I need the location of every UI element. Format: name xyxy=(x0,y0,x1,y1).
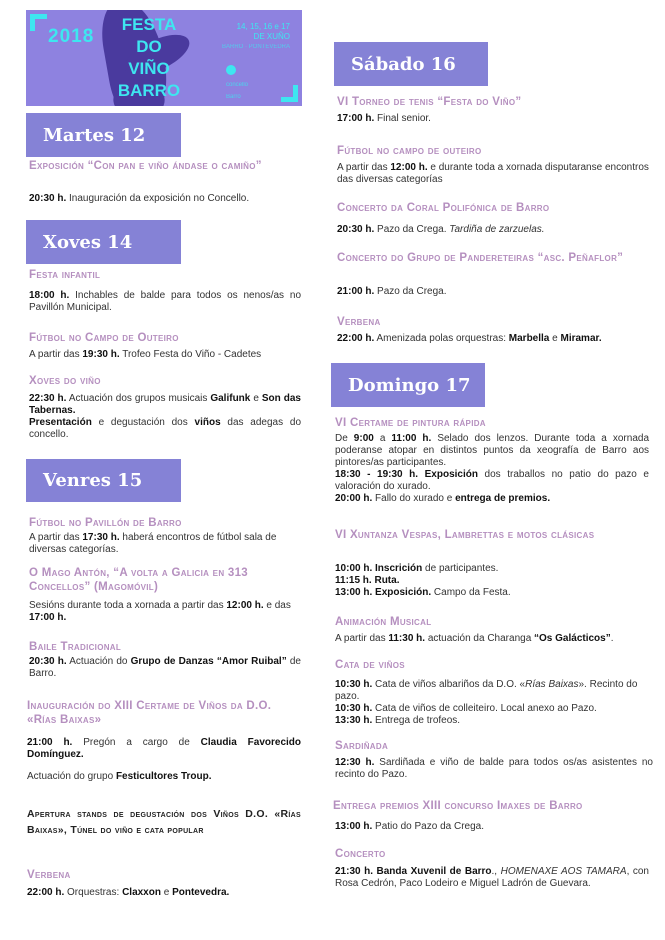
event-subtitle: Tardiña de zarzuelas. xyxy=(449,224,545,235)
event-time: 19:30 h. xyxy=(82,349,120,360)
event-text: Orquestras: xyxy=(64,887,123,898)
event-body xyxy=(29,193,301,205)
event-italic: Rías Baixas xyxy=(525,679,579,690)
event-text: haberá encontros de fútbol sala de diversas categorías. xyxy=(29,532,277,555)
banner-title-line: BARRO xyxy=(117,81,181,100)
event-text: e das xyxy=(263,600,291,611)
event-text: e durante toda a xornada disputaranse encontros das diversas categorías xyxy=(337,162,649,185)
event-body xyxy=(337,333,649,345)
banner-dates-line: DE XUÑO xyxy=(253,32,290,41)
day-header-venres: Venres 15 xyxy=(26,459,181,502)
event-text: Campo da Festa. xyxy=(431,587,511,598)
event-title-stands: Apertura stands de degustación dos Viños D.O. «Rías Baixas», Túnel do viño e cata popular xyxy=(27,808,301,836)
band-name: Marbella xyxy=(508,333,550,344)
event-title: Concerto xyxy=(335,848,386,860)
event-title: VI Xuntanza Vespas, Lambrettas e motos clásicas xyxy=(335,529,595,541)
event-body xyxy=(335,866,649,890)
event-text: Actuación do grupo xyxy=(27,771,116,782)
event-text: Inauguración da exposición no Concello. xyxy=(66,193,250,204)
festival-banner xyxy=(26,10,302,106)
banner-dates xyxy=(220,22,290,52)
event-text: das adegas do concello. xyxy=(29,417,302,440)
event-time: 18:30 - 19:30 h. xyxy=(335,469,419,480)
event-title: Exposición “Con pan e viño ándase o camiño” xyxy=(29,160,262,172)
group-name: Festicultores Troup. xyxy=(115,771,212,782)
event-time: 17:00 h. xyxy=(29,612,67,623)
event-time: 20:00 h. xyxy=(335,493,373,504)
event-title: Baile Tradicional xyxy=(29,641,122,653)
event-text: ., xyxy=(491,866,501,877)
event-time: 12:00 h. xyxy=(226,600,264,611)
event-title: Sardiñada xyxy=(335,740,389,752)
event-body xyxy=(337,224,649,236)
event-title: O Mago Antón, “A volta a Galicia en 313 Concellos” (Magomóvil) xyxy=(29,567,248,593)
event-text: Pazo da Crega. xyxy=(374,286,447,297)
event-title: Concerto do Grupo de Pandereteiras “asc. Peñaflor” xyxy=(337,252,624,264)
event-body xyxy=(29,656,301,680)
event-highlight: entrega de premios. xyxy=(455,493,551,504)
event-body xyxy=(335,633,653,645)
event-text: Final senior. xyxy=(374,113,431,124)
event-body xyxy=(335,757,653,781)
concello-logo-icon xyxy=(226,65,236,75)
event-body xyxy=(335,563,649,599)
event-body xyxy=(27,737,301,783)
event-time: 13:00 h. xyxy=(335,587,373,598)
corner-bracket-icon xyxy=(281,85,298,102)
event-text: De xyxy=(335,433,354,444)
banner-title-line: DO xyxy=(136,37,162,56)
event-text: Actuación dos grupos musicais xyxy=(66,393,211,404)
event-text: Inchables de balde para todos os nenos/as no Pavillón Municipal. xyxy=(29,290,302,313)
event-body xyxy=(29,600,301,624)
day-header-xoves: Xoves 14 xyxy=(26,220,181,264)
event-text: A partir das xyxy=(335,633,389,644)
event-title: Fútbol no Pavillón de Barro xyxy=(29,517,182,529)
event-highlight: Exposición xyxy=(418,469,478,480)
event-body xyxy=(29,393,301,441)
band-name: “Os Galácticos” xyxy=(534,633,611,644)
day-header-martes: Martes 12 xyxy=(26,113,181,157)
event-text: de Barro. xyxy=(29,656,301,679)
event-time: 20:30 h. xyxy=(29,656,67,667)
event-body xyxy=(29,290,301,314)
event-time: 21:30 h. xyxy=(335,866,373,877)
event-text: Pregón a cargo de xyxy=(72,737,201,748)
corner-bracket-icon xyxy=(30,14,47,31)
event-title: Verbena xyxy=(27,869,71,881)
event-title: Animación Musical xyxy=(335,616,432,628)
event-highlight: Exposición. xyxy=(372,587,432,598)
event-title: Fútbol no Campo de Outeiro xyxy=(29,332,179,344)
event-text: A partir das xyxy=(29,532,83,543)
event-title: Inauguración do XIII Certame de Viños da D.O. «Rías Baixas» xyxy=(27,700,272,726)
band-name: Son das Tabernas. xyxy=(29,393,301,416)
event-time: 22:00 h. xyxy=(27,887,65,898)
banner-title-line: VIÑO xyxy=(128,59,170,78)
event-title: Concerto da Coral Polifónica de Barro xyxy=(337,202,550,214)
event-title: Verbena xyxy=(337,316,381,328)
event-title: Cata de viños xyxy=(335,659,405,671)
event-time: 12:30 h. xyxy=(335,757,375,768)
event-title: VI Torneo de tenis “Festa do Viño” xyxy=(337,96,522,108)
banner-small-text: Barro xyxy=(226,94,241,100)
event-italic: HOMENAXE AOS TAMARA xyxy=(500,866,627,877)
event-text: Amenizada polas orquestras: xyxy=(374,333,509,344)
event-text: e degustación dos xyxy=(91,417,195,428)
event-time: 9:00 xyxy=(353,433,374,444)
event-highlight: Inscrición xyxy=(372,563,423,574)
event-highlight: Presentación xyxy=(29,417,92,428)
event-body xyxy=(337,113,647,125)
event-text: Trofeo Festa do Viño - Cadetes xyxy=(119,349,262,360)
event-body xyxy=(29,532,301,556)
banner-title-line: FESTA xyxy=(121,15,177,34)
band-name: Banda Xuvenil de Barro xyxy=(372,866,492,877)
event-text: e xyxy=(549,333,561,344)
event-title: Xoves do viño xyxy=(29,375,101,387)
event-text: Pazo da Crega. xyxy=(374,224,450,235)
event-time: 17:00 h. xyxy=(337,113,375,124)
event-time: 18:00 h. xyxy=(29,290,70,301)
event-text: Cata de viños albariños da D.O. « xyxy=(372,679,526,690)
event-body xyxy=(337,286,649,298)
event-highlight: viños xyxy=(194,417,221,428)
event-text: e xyxy=(250,393,262,404)
event-time: 21:00 h. xyxy=(337,286,375,297)
event-body xyxy=(27,887,301,899)
banner-year: 2018 xyxy=(48,26,95,47)
event-text: Fallo do xurado e xyxy=(372,493,456,504)
event-body xyxy=(29,349,309,361)
event-body xyxy=(335,679,649,727)
event-text: Actuación do xyxy=(66,656,131,667)
event-time: 22:30 h. xyxy=(29,393,67,404)
event-text: de participantes. xyxy=(422,563,499,574)
event-time: 10:00 h. xyxy=(335,563,373,574)
event-text: Cata de viños de colleiteiro. Local anexo ao Pazo. xyxy=(372,703,597,714)
event-text: Patio do Pazo da Crega. xyxy=(372,821,484,832)
event-body xyxy=(337,162,649,186)
person-name: Claudia Favorecido Domínguez. xyxy=(27,737,301,760)
event-body xyxy=(335,433,649,505)
event-text: ». Recinto do pazo. xyxy=(335,679,638,702)
event-body xyxy=(335,821,649,833)
band-name: Claxxon xyxy=(122,887,161,898)
event-title: Festa infantil xyxy=(29,269,101,281)
event-text: Sardiñada e viño de balde para todos os/as asistentes no recinto do Pazo. xyxy=(335,757,653,780)
event-time: 20:30 h. xyxy=(29,193,67,204)
event-text: actuación da Charanga xyxy=(425,633,535,644)
event-title: Fútbol no campo de outeiro xyxy=(337,145,482,157)
event-time: 13:30 h. xyxy=(335,715,373,726)
event-time: 11:15 h. xyxy=(335,575,372,586)
event-time: 13:00 h. xyxy=(335,821,373,832)
event-text: Selado dos lenzos. Durante toda a xornada poderanse atopar en distintos puntos da xeografía de Barro aos pintores/as participantes. xyxy=(335,433,650,468)
event-title: VI Certame de pintura rápida xyxy=(335,417,486,429)
banner-title xyxy=(114,14,184,102)
event-time: 12:00 h. xyxy=(390,162,428,173)
band-name: Galifunk xyxy=(210,393,251,404)
event-text: Entrega de trofeos. xyxy=(372,715,461,726)
event-time: 17:30 h. xyxy=(82,532,120,543)
event-text: a xyxy=(373,433,392,444)
event-text: Sesións durante toda a xornada a partir das xyxy=(29,600,227,611)
day-header-domingo: Domingo 17 xyxy=(331,363,485,407)
event-title: Entrega premios XIII concurso Imaxes de Barro xyxy=(333,800,583,812)
event-time: 22:00 h. xyxy=(337,333,375,344)
event-text: , con Rosa Cedrón, Paco Lodeiro e Miguel Ladrón de Guevara. xyxy=(335,866,649,889)
event-text: A partir das xyxy=(337,162,391,173)
group-name: Grupo de Danzas “Amor Ruibal” xyxy=(130,656,287,667)
band-name: Miramar. xyxy=(560,333,602,344)
event-text: . xyxy=(610,633,614,644)
banner-dates-line: 14, 15, 16 e 17 xyxy=(236,22,290,31)
banner-small-text: concello xyxy=(226,82,249,88)
event-text: dos traballos no patio do pazo e valoración do xurado. xyxy=(335,469,649,492)
event-time: 10:30 h. xyxy=(335,679,373,690)
banner-location: BARRO · PONTEVEDRA xyxy=(221,44,290,50)
event-highlight: Ruta. xyxy=(371,575,400,586)
band-name: Pontevedra. xyxy=(172,887,230,898)
event-time: 20:30 h. xyxy=(337,224,375,235)
day-header-sabado: Sábado 16 xyxy=(334,42,488,86)
event-time: 21:00 h. xyxy=(27,737,73,748)
event-text: A partir das xyxy=(29,349,83,360)
event-time: 11:30 h. xyxy=(388,633,426,644)
event-time: 11:00 h. xyxy=(391,433,432,444)
event-time: 10:30 h. xyxy=(335,703,373,714)
event-text: e xyxy=(160,887,173,898)
